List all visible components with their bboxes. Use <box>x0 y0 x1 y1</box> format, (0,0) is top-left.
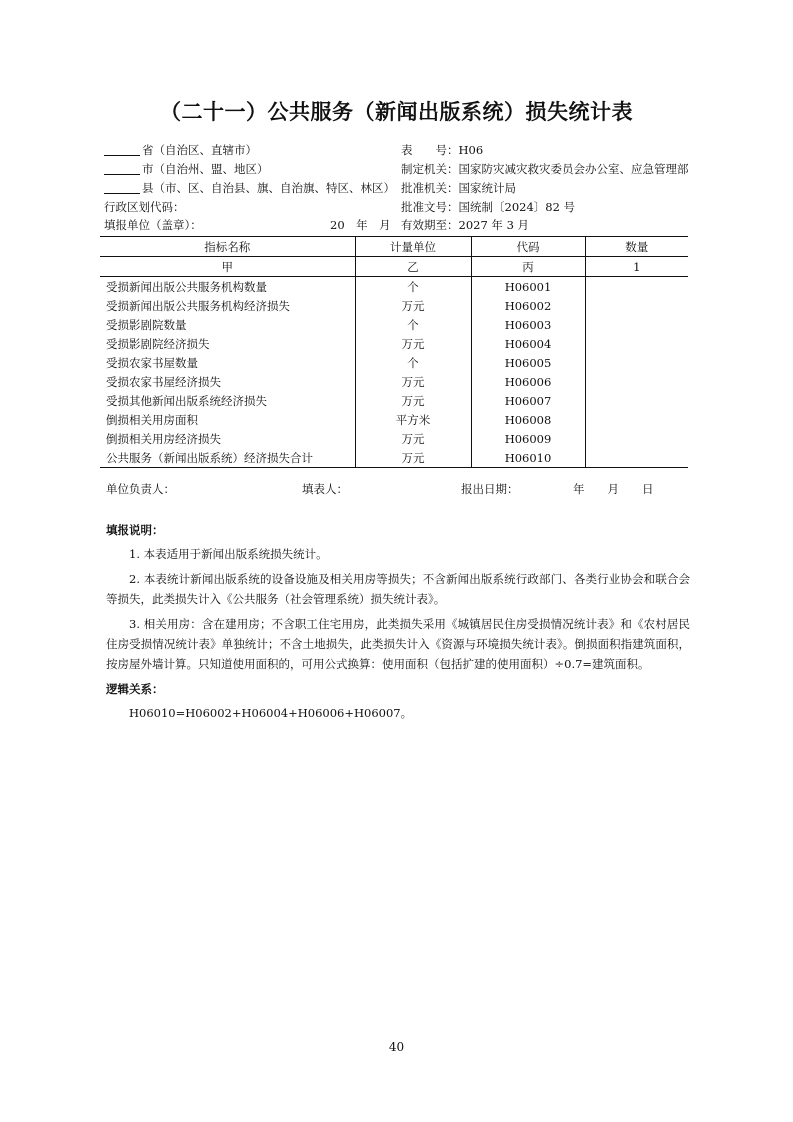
header-right <box>401 141 689 217</box>
quantity-cell[interactable] <box>585 315 688 334</box>
table-row <box>100 296 688 315</box>
table-row <box>100 391 688 410</box>
instructions-heading: 填报说明： <box>106 523 164 537</box>
table-header-row <box>100 237 688 257</box>
code-cell: H06001 <box>471 277 585 297</box>
table-row <box>100 372 688 391</box>
unit-cell: 万元 <box>355 429 471 448</box>
filler-label: 填表人： <box>302 482 348 496</box>
unit-cell: 万元 <box>355 296 471 315</box>
code-cell: H06003 <box>471 315 585 334</box>
unit-cell: 平方米 <box>355 410 471 429</box>
unit-cell: 个 <box>355 315 471 334</box>
code-cell: H06004 <box>471 334 585 353</box>
logic-heading: 逻辑关系： <box>106 682 164 696</box>
instruction-item: 2. 本表统计新闻出版系统的设备设施及相关用房等损失；不含新闻出版系统行政部门、各类行业协会和联合会等损失，此类损失计入《公共服务（社会管理系统）损失统计表》。 <box>106 572 690 606</box>
quantity-cell[interactable] <box>585 448 688 468</box>
page-title: （二十一）公共服务（新闻出版系统）损失统计表 <box>160 100 633 124</box>
letter-row: 甲 乙 丙 1 <box>100 257 688 277</box>
report-date-fields: 年 月 日 <box>573 482 654 496</box>
table-row <box>100 429 688 448</box>
indicator-name-cell: 受损农家书屋经济损失 <box>106 374 221 389</box>
quantity-cell[interactable] <box>585 429 688 448</box>
col-header-code: 代码 <box>471 237 585 257</box>
indicator-name-cell: 倒损相关用房经济损失 <box>106 431 221 446</box>
table-row <box>100 334 688 353</box>
col-header-unit: 计量单位 <box>355 237 471 257</box>
instruction-item: 1. 本表适用于新闻出版系统损失统计。 <box>129 547 328 561</box>
unit-cell: 个 <box>355 353 471 372</box>
instruction-item: 3. 相关用房：含在建用房；不含职工住宅用房，此类损失采用《城镇居民住房受损情况统计表》和《农村居民住房受损情况统计表》单独统计；不含土地损失，此类损失计入《资源与环境损失统计表》。倒损面积指建筑面积，按房屋外墙计算。只知道使用面积的，可用公式换算：使用面积（包括扩建的使用面积）÷0.7=建筑面积。 <box>106 617 690 671</box>
page-number: 40 <box>388 1040 405 1054</box>
approval-authority: 批准机关：国家统计局 <box>401 181 516 195</box>
unit-cell: 万元 <box>355 391 471 410</box>
unit-cell: 万元 <box>355 334 471 353</box>
header-left <box>104 141 395 217</box>
indicator-name-cell: 受损新闻出版公共服务机构经济损失 <box>106 298 290 313</box>
indicator-name-cell: 公共服务（新闻出版系统）经济损失合计 <box>100 448 355 468</box>
indicator-name-cell: 受损农家书屋数量 <box>106 355 198 370</box>
code-cell: H06006 <box>471 372 585 391</box>
table-row <box>100 315 688 334</box>
blank-underline[interactable] <box>104 181 140 194</box>
header-county: 县（市、区、自治县、旗、自治旗、特区、林区） <box>104 179 395 198</box>
filling-instructions <box>106 520 690 728</box>
indicator-name-cell: 受损影剧院经济损失 <box>106 336 210 351</box>
report-date-label: 报出日期： <box>461 482 519 496</box>
header-city: 市（自治州、盟、地区） <box>104 160 395 179</box>
code-cell: H06005 <box>471 353 585 372</box>
col-header-quantity: 数量 <box>585 237 688 257</box>
header-division-code: 行政区划代码： <box>104 200 185 214</box>
table-row <box>100 410 688 429</box>
validity-date: 有效期至：2027 年 3 月 <box>401 218 530 232</box>
filling-year-month: 20 年 月 <box>330 218 391 232</box>
loss-statistics-table <box>100 236 688 468</box>
quantity-cell[interactable] <box>585 410 688 429</box>
issuing-authority: 制定机关：国家防灾减灾救灾委员会办公室、应急管理部 <box>401 162 689 176</box>
blank-underline[interactable] <box>104 162 140 175</box>
code-cell: H06008 <box>471 410 585 429</box>
code-cell: H06002 <box>471 296 585 315</box>
code-cell: H06007 <box>471 391 585 410</box>
quantity-cell[interactable] <box>585 372 688 391</box>
quantity-cell[interactable] <box>585 353 688 372</box>
table-row <box>100 353 688 372</box>
unit-cell: 万元 <box>355 372 471 391</box>
indicator-name-cell: 受损新闻出版公共服务机构数量 <box>106 279 267 294</box>
approval-number: 批准文号：国统制〔2024〕82 号 <box>401 200 576 214</box>
quantity-cell[interactable] <box>585 277 688 297</box>
unit-cell: 个 <box>355 277 471 297</box>
quantity-cell[interactable] <box>585 334 688 353</box>
blank-underline[interactable] <box>104 143 140 156</box>
header-province: 省（自治区、直辖市） <box>104 141 395 160</box>
quantity-cell[interactable] <box>585 296 688 315</box>
quantity-cell[interactable] <box>585 391 688 410</box>
filling-unit-label: 填报单位（盖章）： <box>104 218 202 232</box>
responsible-person-label: 单位负责人： <box>106 482 175 496</box>
col-header-indicator: 指标名称 <box>100 237 355 257</box>
table-row <box>100 448 688 468</box>
indicator-name-cell: 受损其他新闻出版系统经济损失 <box>106 393 267 408</box>
table-row <box>100 277 688 297</box>
unit-cell: 万元 <box>355 448 471 468</box>
logic-formula: H06010=H06002+H06004+H06006+H06007。 <box>129 706 413 720</box>
code-cell: H06009 <box>471 429 585 448</box>
form-number: 表 号：H06 <box>401 143 484 157</box>
code-cell: H06010 <box>471 448 585 468</box>
indicator-name-cell: 倒损相关用房面积 <box>106 412 198 427</box>
indicator-name-cell: 受损影剧院数量 <box>106 317 187 332</box>
